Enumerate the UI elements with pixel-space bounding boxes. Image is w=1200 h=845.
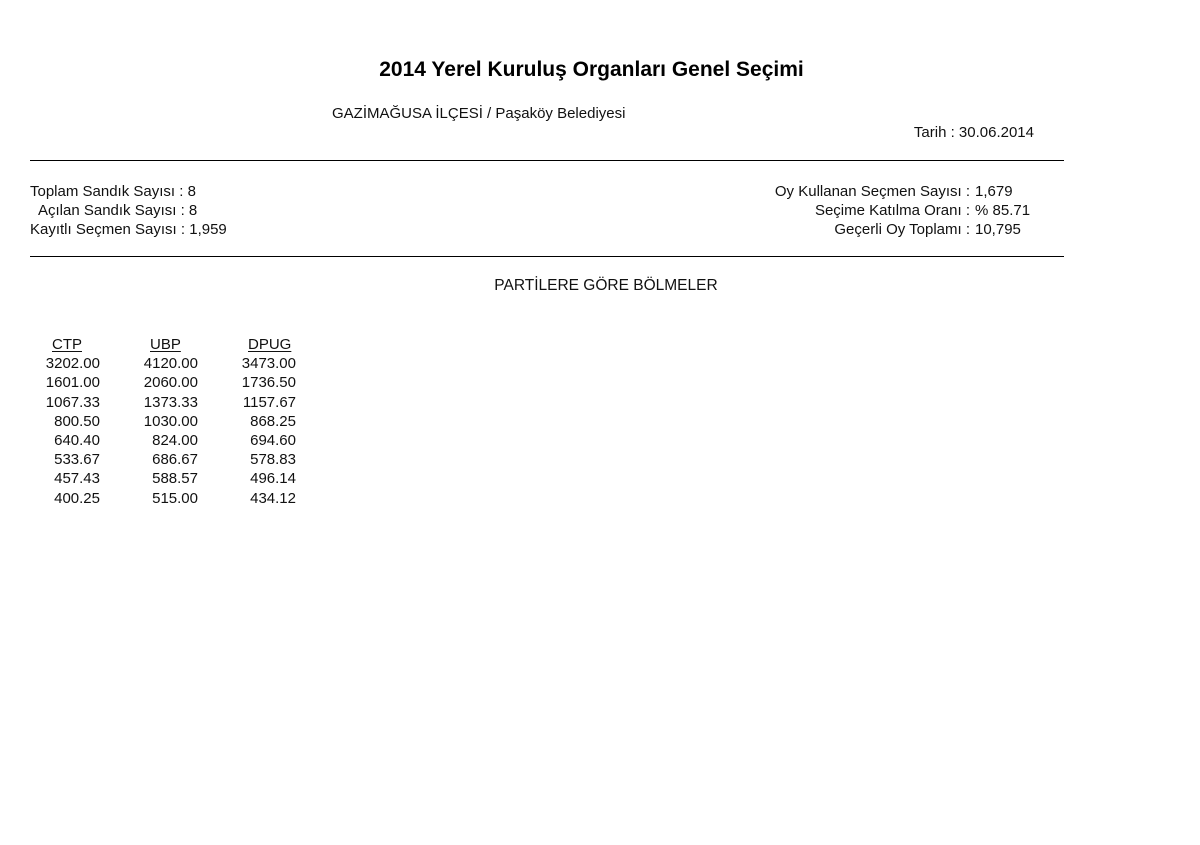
opened-ballot-boxes: Açılan Sandık Sayısı : 8	[38, 202, 198, 219]
page-title: 2014 Yerel Kuruluş Organları Genel Seçimi	[379, 58, 804, 81]
voters-voted-row	[680, 182, 1030, 201]
division-value: 640.40	[54, 432, 100, 450]
division-value: 3473.00	[241, 355, 296, 373]
division-value: 800.50	[54, 412, 100, 430]
party-column-ubp	[132, 335, 230, 508]
division-value: 1601.00	[45, 374, 100, 392]
valid-votes-value: 10,795	[975, 221, 1021, 238]
division-value: 457.43	[54, 470, 100, 488]
valid-votes-row	[680, 220, 1030, 239]
party-header: DPUG	[248, 336, 292, 353]
voters-voted-label: Oy Kullanan Seçmen Sayısı :	[774, 183, 970, 200]
total-ballot-boxes: Toplam Sandık Sayısı : 8	[30, 183, 196, 200]
division-value: 400.25	[54, 489, 100, 507]
party-divisions-table	[34, 335, 328, 508]
division-value: 1067.33	[45, 393, 100, 411]
division-value: 1157.67	[242, 393, 296, 411]
district-subtitle: GAZİMAĞUSA İLÇESİ / Paşaköy Belediyesi	[332, 105, 626, 122]
bottom-divider	[30, 256, 1064, 257]
party-header: UBP	[150, 336, 181, 353]
turnout-rate-row	[680, 201, 1030, 220]
division-value: 824.00	[152, 432, 198, 450]
division-value: 515.00	[152, 489, 198, 507]
turnout-stats	[680, 182, 1030, 239]
division-value: 694.60	[250, 432, 296, 450]
division-value: 1373.33	[143, 393, 198, 411]
section-title: PARTİLERE GÖRE BÖLMELER	[494, 277, 718, 294]
turnout-rate-value: % 85.71	[975, 202, 1031, 219]
turnout-rate-label: Seçime Katılma Oranı :	[814, 202, 970, 219]
ballot-stats	[30, 182, 227, 239]
top-divider	[30, 160, 1064, 161]
division-value: 496.14	[250, 470, 296, 488]
report-date: Tarih : 30.06.2014	[913, 124, 1034, 141]
division-value: 578.83	[250, 451, 296, 469]
division-value: 4120.00	[143, 355, 198, 373]
division-value: 588.57	[152, 470, 198, 488]
voters-voted-value: 1,679	[975, 183, 1013, 200]
division-value: 2060.00	[143, 374, 198, 392]
division-value: 533.67	[54, 451, 100, 469]
division-value: 1736.50	[241, 374, 296, 392]
division-value: 3202.00	[45, 355, 100, 373]
division-value: 868.25	[250, 412, 296, 430]
valid-votes-label: Geçerli Oy Toplamı :	[834, 221, 970, 238]
division-value: 434.12	[250, 489, 296, 507]
party-column-dpug	[230, 335, 328, 508]
division-value: 1030.00	[143, 412, 198, 430]
party-header: CTP	[52, 336, 82, 353]
division-value: 686.67	[152, 451, 198, 469]
party-column-ctp	[34, 335, 132, 508]
registered-voters: Kayıtlı Seçmen Sayısı : 1,959	[30, 221, 227, 238]
